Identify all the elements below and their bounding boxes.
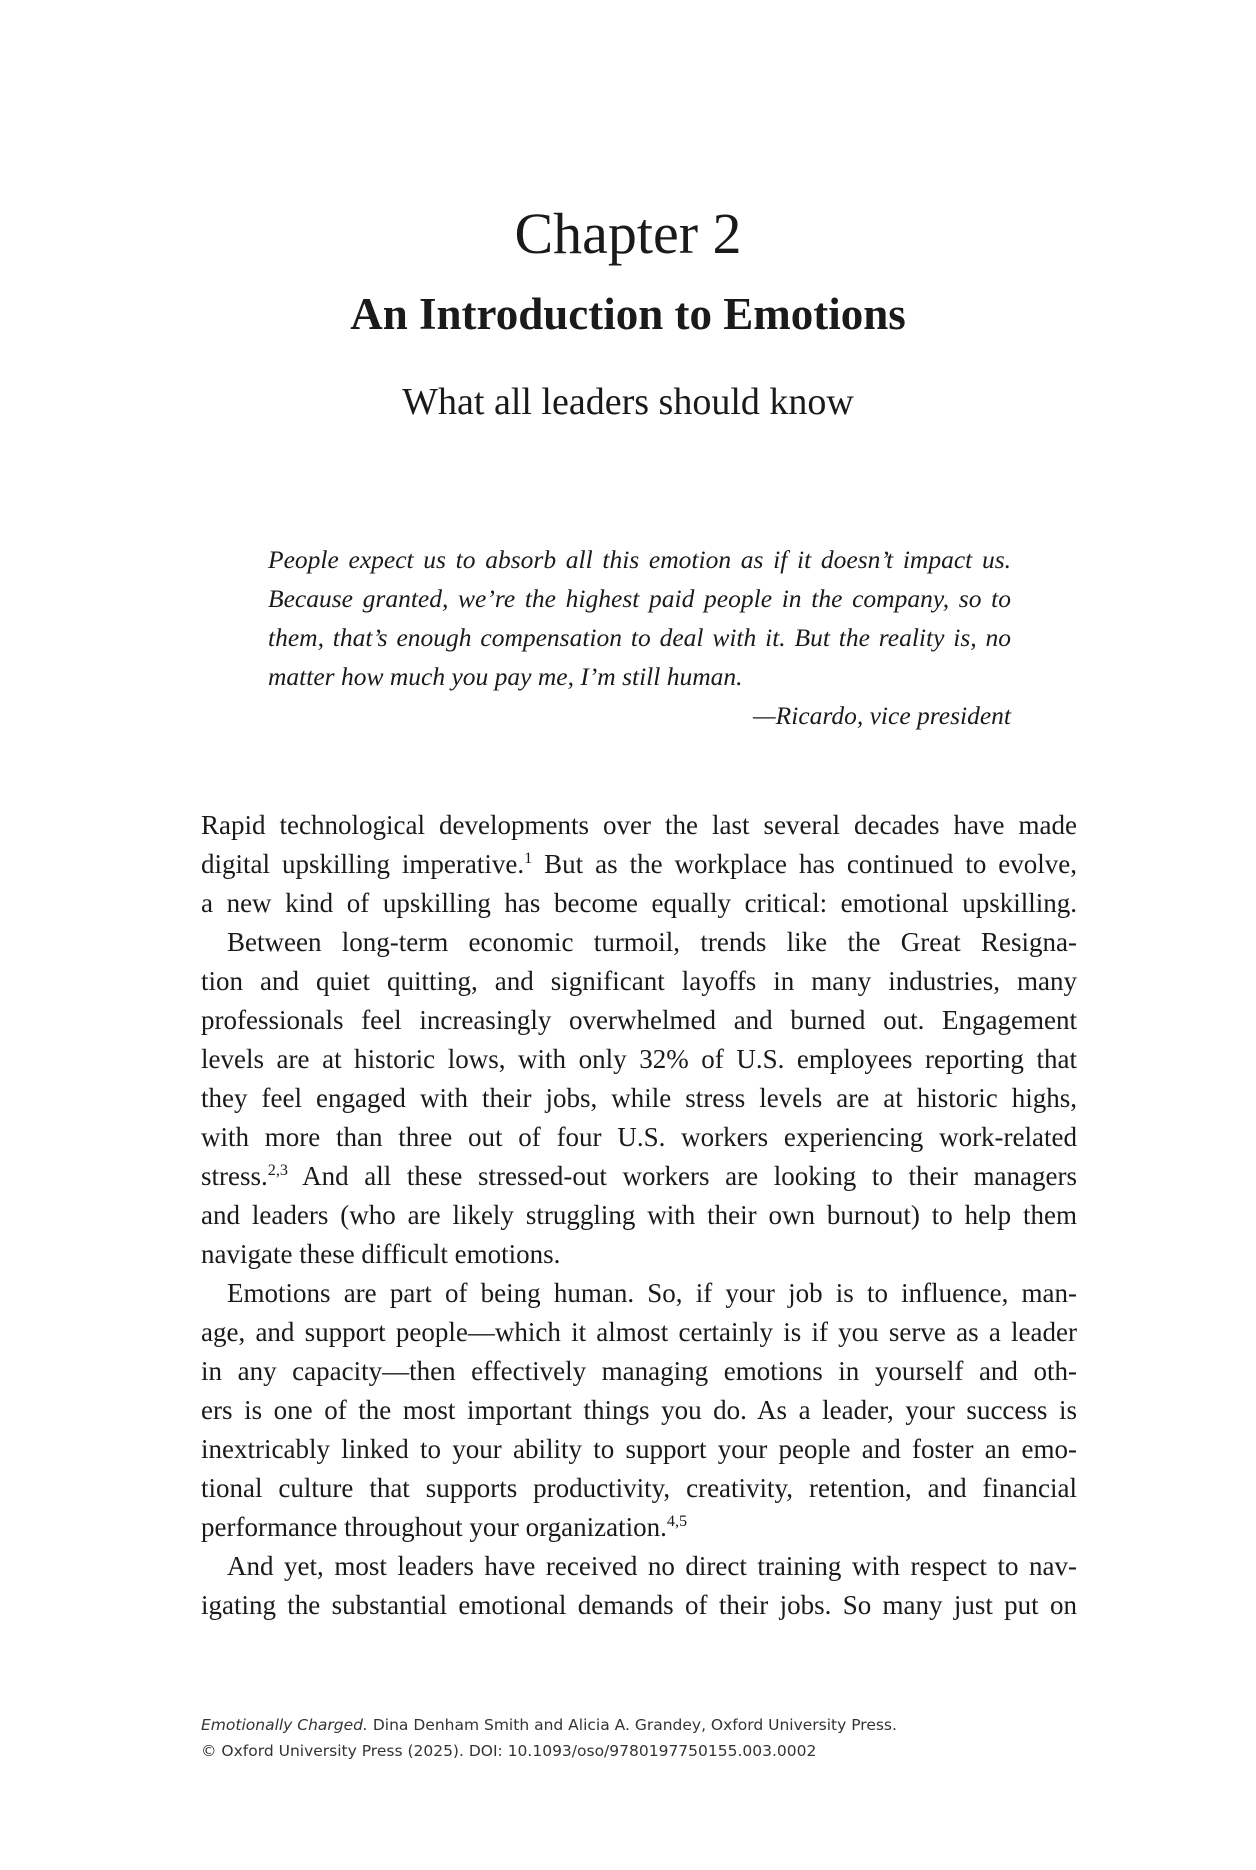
footer-copyright: © Oxford University Press (2025). DOI: 10.1093/oso/9780197750155.003.0002 [201,1742,817,1760]
body-text-segment: tional culture that supports productivity, creativity, retention, and financial [201,1473,1077,1503]
body-text-segment: and leaders (who are likely struggling with their own burnout) to help them [201,1200,1077,1230]
body-line [201,1196,1077,1235]
body-line [201,845,1077,884]
body-text-segment: they feel engaged with their jobs, while stress levels are at historic highs, [201,1083,1077,1113]
epigraph-line: People expect us to absorb all this emotion as if it doesn’t impact us. [268,545,1011,574]
epigraph-line: matter how much you pay me, I’m still human. [268,662,743,691]
body-text-segment: Between long-term economic turmoil, trends like the Great Resigna- [227,927,1077,957]
body-line [201,884,1077,923]
body-text-segment: levels are at historic lows, with only 32% of U.S. employees reporting that [201,1044,1077,1074]
body-text-segment: But as the workplace has continued to evolve, [532,849,1077,879]
body-line [201,1079,1077,1118]
body-line [201,1001,1077,1040]
body-text-segment: igating the substantial emotional demands of their jobs. So many just put on [201,1590,1077,1620]
body-text-segment: with more than three out of four U.S. workers experiencing work-related [201,1122,1077,1152]
body-text-segment: ers is one of the most important things you do. As a leader, your success is [201,1395,1077,1425]
body-line [227,1547,1077,1586]
footer-citation [201,1716,897,1734]
body-line [201,1469,1077,1508]
epigraph-line: Because granted, we’re the highest paid people in the company, so to [268,584,1011,613]
body-line [201,1235,1077,1274]
epigraph-attribution: —Ricardo, vice president [752,701,1011,730]
body-text-segment: And all these stressed-out workers are looking to their managers [287,1161,1077,1191]
footer-book-title: Emotionally Charged. [201,1716,368,1734]
footnote-reference[interactable]: 2,3 [267,1161,288,1179]
body-text-segment: a new kind of upskilling has become equally critical: emotional upskilling. [201,888,1077,918]
body-line [201,1157,1077,1196]
body-line [227,1274,1077,1313]
footnote-reference[interactable]: 4,5 [666,1512,688,1530]
body-text-segment: Rapid technological developments over the last several decades have made [201,810,1077,840]
body-line [201,1586,1077,1625]
body-text-segment: Emotions are part of being human. So, if your job is to influence, man- [227,1278,1077,1308]
footnote-reference[interactable]: 1 [524,849,533,867]
body-text-segment: performance throughout your organization. [201,1512,667,1542]
body-line [201,806,1077,845]
body-text-segment: professionals feel increasingly overwhelmed and burned out. Engagement [201,1005,1077,1035]
body-text-segment: And yet, most leaders have received no direct training with respect to nav- [227,1551,1077,1581]
chapter-subtitle: What all leaders should know [402,381,854,423]
body-line [201,1040,1077,1079]
footer-credits: Dina Denham Smith and Alicia A. Grandey, Oxford University Press. [367,1716,897,1734]
body-line [227,923,1077,962]
body-text-segment: age, and support people—which it almost certainly is if you serve as a leader [201,1317,1077,1347]
body-line [201,1352,1077,1391]
body-line [201,1391,1077,1430]
body-text-segment: navigate these difficult emotions. [201,1239,561,1269]
body-text-segment: inextricably linked to your ability to support your people and foster an emo- [201,1434,1077,1464]
body-line [201,962,1077,1001]
body-text-segment: digital upskilling imperative. [201,849,525,879]
body-text-segment: tion and quiet quitting, and significant layoffs in many industries, many [201,966,1077,996]
epigraph-line: them, that’s enough compensation to deal with it. But the reality is, no [268,623,1011,652]
body-line [201,1508,1077,1547]
chapter-number: Chapter 2 [514,201,742,266]
chapter-title: An Introduction to Emotions [350,289,906,339]
body-text-segment: stress. [201,1161,268,1191]
body-line [201,1430,1077,1469]
body-line [201,1313,1077,1352]
body-text-segment: in any capacity—then effectively managing emotions in yourself and oth- [201,1356,1077,1386]
body-line [201,1118,1077,1157]
